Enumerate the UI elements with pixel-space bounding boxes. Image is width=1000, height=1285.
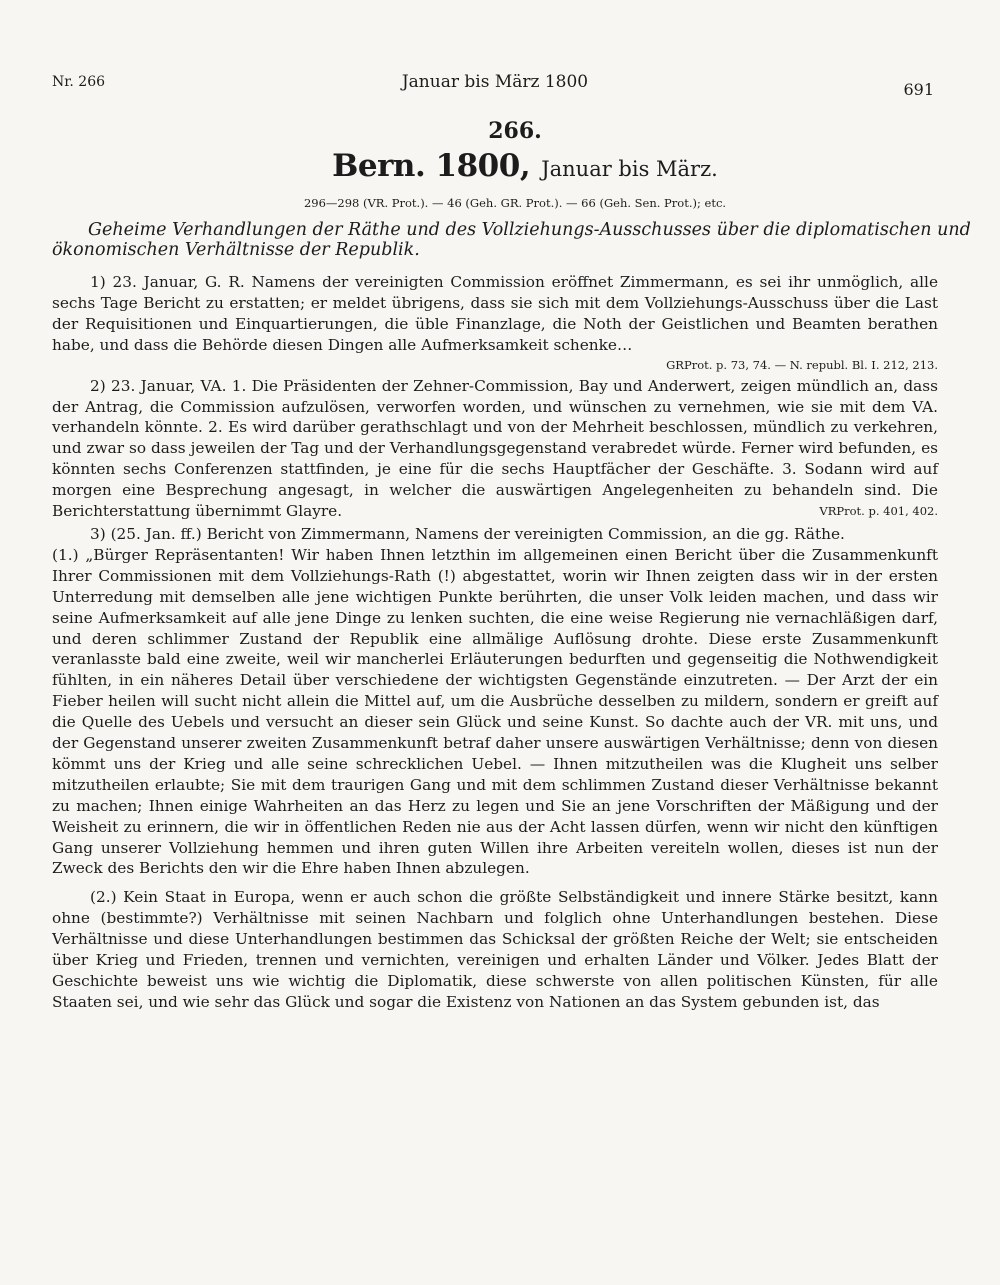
source-references: 296—298 (VR. Prot.). — 46 (Geh. GR. Prot.). — 66 (Geh. Sen. Prot.); etc. xyxy=(303,196,727,210)
entry-1-reference: GRProt. p. 73, 74. — N. republ. Bl. I. 212, 213. xyxy=(666,357,938,372)
header-date-range: Januar bis März 1800 xyxy=(401,72,589,92)
entry-3-section-1: (1.) „Bürger Repräsentanten! Wir haben Ihnen letzthin im allgemeinen einen Bericht über die Zusammenkunft Ihrer Commissionen mit dem Vollziehungs-Rath (!) abgestattet, worin wir Ihnen zeigten dass wir in der ersten Unterredung mit demselben alle jene wichtigen Punkte berührten, die unser Volk leiden machen, und dass wir seine Aufmerksamkeit auf alle jene Dinge zu lenken suchten, die eine weise Regierung nie vernachläßigen darf, und deren schlimmer Zustand der Republik eine allmälige Auflösung drohte. Diese erste Zusammenkunft veranlasste bald eine zweite, weil wir mancherlei Erläuterungen bedurften und gegenseitig die Nothwendigkeit fühlten, in ein näheres Detail über verschiedene der wichtigsten Gegenstände einzutreten. — Der Arzt der ein Fieber heilen will sucht nicht allein die Mittel auf, um die Ausbrüche desselben zu mildern, sondern er greift auf die Quelle des Uebels und versucht an dieser sein Glück und seine Kunst. So dachte auch der VR. mit uns, und der Gegenstand unserer zweiten Zusammenkunft betraf daher unsere auswärtigen Verhältnisse; denn von diesen kömmt uns der Krieg und alle seine schrecklichen Uebel. — Ihnen mitzutheilen was die Klugheit uns selber mitzutheilen erlaubte; Sie mit dem traurigen Gang und mit dem schlimmen Zustand dieser Verhältnisse bekannt zu machen; Ihnen einige Wahrheiten an das Herz zu legen und Sie an jene Vorschriften der Mäßigung und der Weisheit zu erinnern, die wir in öffentlichen Reden nie aus der Acht lassen dürfen, wenn wir nicht den künftigen Gang unserer Vollziehung hemmen und ihren guten Willen ihre Arbeiten vereiteln wollen, dieses ist nun der Zweck des Berichts den wir die Ehre haben Ihnen abzulegen. xyxy=(52,545,938,878)
subject-line-1: Geheime Verhandlungen der Räthe und des Vollziehungs-Ausschusses über die diplomatischen und xyxy=(88,220,971,240)
entry-2-text: 2) 23. Januar, VA. 1. Die Präsidenten der Zehner-Commission, Bay und Anderwert, zeigen mündlich an, dass der Antrag, die Commission aufzulösen, verworfen worden, und wünschen zu vernehmen, wie sie mit dem VA. verhandeln könnte. 2. Es wird darüber gerathschlagt und von der Mehrheit beschlossen, mündlich zu verkehren, und zwar so dass jeweilen der Tag und der Verhandlungsgegenstand verabredet würde. Ferner wird befunden, es könnten sechs Conferenzen stattfinden, je eine für die sechs Hauptfächer der Geschäfte. 3. Sodann wird auf morgen eine Besprechung angesagt, in welcher die auswärtigen Angelegenheiten zu behandeln sind. Die Berichterstattung übernimmt Glayre. xyxy=(52,376,938,521)
page-number: 691 xyxy=(903,80,934,99)
entry-3-text: 3) (25. Jan. ff.) Bericht von Zimmermann, Namens der vereinigten Commission, an die gg. Räthe. xyxy=(90,524,845,543)
entry-3-section-2: (2.) Kein Staat in Europa, wenn er auch schon die größte Selbständigkeit und innere Stärke besitzt, kann ohne (bestimmte?) Verhältnisse mit seinen Nachbarn und folglich ohne Unterhandlungen bestehen. Diese Verhältnisse und diese Unterhandlungen bestimmen das Schicksal der größten Reiche der Welt; sie entscheiden über Krieg und Frieden, trennen und vernichten, vereinigen und erhalten Länder und Völker. Jedes Blatt der Geschichte beweist uns wie wichtig die Diplomatik, diese schwerste von allen politischen Künsten, für alle Staaten sei, und wie sehr das Glück und sogar die Existenz von Nationen an das System gebunden ist, das xyxy=(52,888,938,1011)
document-subject xyxy=(52,220,971,260)
document-number: 266. xyxy=(488,118,542,144)
document-title xyxy=(52,148,938,194)
header-document-number: Nr. 266 xyxy=(52,74,106,90)
entry-2-reference: VRProt. p. 401, 402. xyxy=(819,503,938,518)
subject-line-2: ökonomischen Verhältnisse der Republik. xyxy=(52,240,420,260)
running-header xyxy=(52,70,938,98)
document-body xyxy=(52,272,938,1013)
entry-1-text: 1) 23. Januar, G. R. Namens der vereinigten Commission eröffnet Zimmermann, es sei ihr unmöglich, alle sechs Tage Bericht zu erstatten; er meldet übrigens, dass sie sich mit dem Vollziehungs-Ausschuss über die Last der Requisitionen und Einquartierungen, die üble Finanzlage, die Noth der Geistlichen und Beamten berathen habe, und dass die Behörde diesen Dingen alle Aufmerksamkeit schenke… xyxy=(52,273,938,354)
title-place-year: Bern. 1800, xyxy=(332,148,531,184)
title-range: Januar bis März. xyxy=(541,157,718,181)
